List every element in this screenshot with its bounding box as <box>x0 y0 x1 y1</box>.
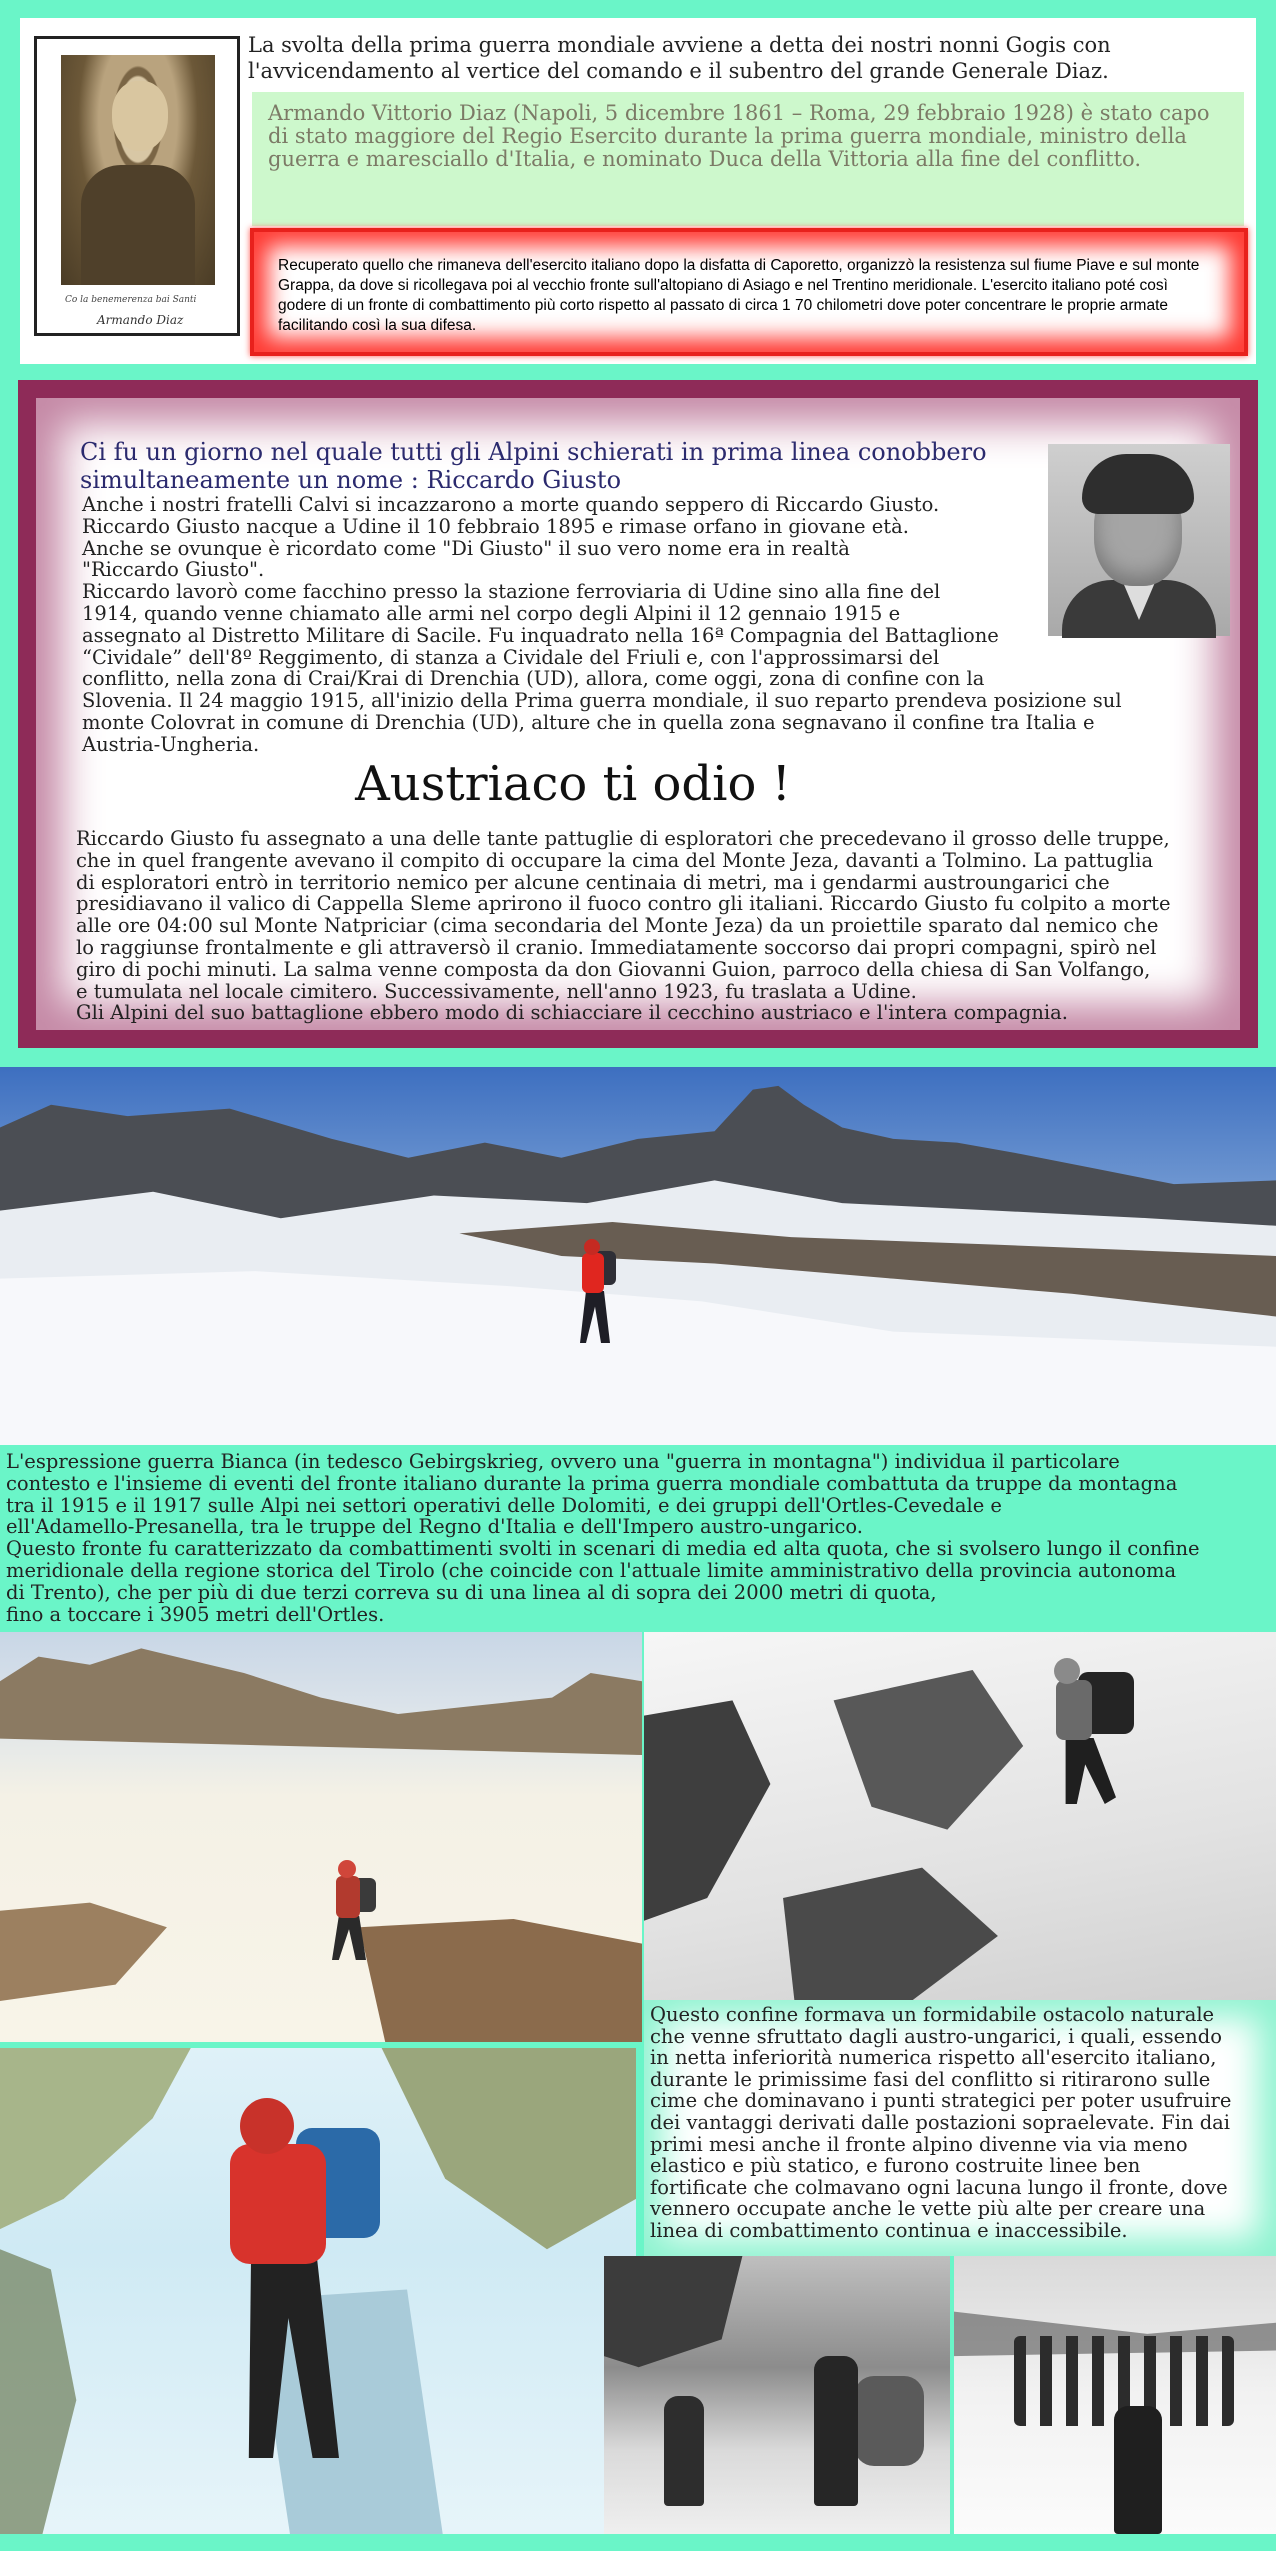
diaz-section <box>20 18 1256 364</box>
giusto-title: Austriaco ti odio ! <box>355 756 791 812</box>
bw-soldiers-column-photo <box>954 2256 1276 2534</box>
confine-line: dei vantaggi derivati dalle postazioni sopraelevate. Fin dai <box>650 2110 1231 2134</box>
giusto-story-line: Gli Alpini del suo battaglione ebbero modo di schiacciare il cecchino austriaco e l'intera compagnia. <box>76 1001 1068 1025</box>
bianca-line: tra il 1915 e il 1917 sulle Alpi nei settori operativi delle Dolomiti, e dei gruppi dell'Ortles-Cevedale e <box>6 1493 1002 1517</box>
giusto-story-line: Riccardo Giusto fu assegnato a una delle tante pattuglie di esploratori che precedevano il grosso delle truppe, <box>76 827 1170 850</box>
confine-line: che venne sfruttato dagli austro-ungarici, i quali, essendo <box>650 2024 1222 2048</box>
giusto-bio-line: Austria-Ungheria. <box>82 732 260 756</box>
giusto-bio-line: Anche se ovunque è ricordato come "Di Giusto" il suo vero nome era in realtà <box>82 536 850 560</box>
bianca-line: contesto e l'insieme di eventi del fronte italiano durante la prima guerra mondiale combattuta da truppe da montagna <box>6 1471 1178 1495</box>
bianca-line: fino a toccare i 3905 metri dell'Ortles. <box>6 1602 385 1626</box>
soldier-figure <box>814 2356 858 2506</box>
diaz-recupero-box <box>250 228 1248 356</box>
giusto-story-line: alle ore 04:00 sul Monte Natpriciar (cima secondaria del Monte Jeza) da un proiettile sparato dal nemico che <box>76 914 1159 938</box>
diaz-intro-text: La svolta della prima guerra mondiale avviene a detta dei nostri nonni Gogis con l'avvicendamento al vertice del comando e il subentro del grande Generale Diaz. <box>248 33 1111 83</box>
bianca-line: meridionale della regione storica del Tirolo (che coincide con l'attuale limite amministrativo della provincia autonoma <box>6 1558 1177 1582</box>
confine-line: vennero occupate anche le vette più alte per creare una <box>650 2197 1206 2221</box>
giusto-story-line: e tumulata nel locale cimitero. Successivamente, nell'anno 1923, fu traslata a Udine. <box>76 979 917 1003</box>
giusto-heading-line-1: Ci fu un giorno nel quale tutti gli Alpini schierati in prima linea conobbero <box>80 438 987 466</box>
diaz-recupero-text: Recuperato quello che rimaneva dell'esercito italiano dopo la disfatta di Caporetto, organizzò la resistenza sul fiume Piave e sul monte Grappa, da dove si ricollegava poi al vecchio fronte sull'altopiano di Asiago e nel Trentino meridionale. L'esercito italiano poté così godere di un fronte di combattimento più corto rispetto al passato di circa 1 70 chilometri dove poter concentrare le proprie armate facilitando così la sua difesa. <box>278 257 1200 334</box>
confine-line: cime che dominavano i punti strategici per poter usufruire <box>650 2089 1232 2113</box>
giusto-panel <box>36 398 1240 1030</box>
confine-line: in netta inferiorità numerica rispetto all'esercito italiano, <box>650 2046 1217 2070</box>
diaz-photo <box>61 55 215 285</box>
giusto-story <box>76 828 1226 1024</box>
diaz-bio-box <box>252 92 1244 226</box>
giusto-bio-line: conflitto, nella zona di Crai/Krai di Drenchia (UD), allora, come oggi, zona di confine con la <box>82 667 985 691</box>
confine-line: fortificate che colmavano ogni lacuna lungo il fronte, dove <box>650 2175 1228 2199</box>
bianca-line: L'espressione guerra Bianca (in tedesco Gebirgskrieg, ovvero una "guerra in montagna") individua il particolare <box>6 1450 1120 1473</box>
climber-figure <box>1034 1658 1144 1808</box>
diaz-photo-caption: Co la benemerenza bai Santi <box>65 295 197 305</box>
giusto-story-line: di esploratori entrò in territorio nemico per alcune centinaia di metri, ma i gendarmi austroungarici che <box>76 870 1110 894</box>
giusto-bio-line: monte Colovrat in comune di Drenchia (UD), alture che in quella zona segnavano il confine tra Italia e <box>82 710 1095 734</box>
snow-trench-hiker-photo <box>0 2048 636 2551</box>
soldier-figure <box>1114 2406 1162 2534</box>
giusto-story-line: che in quel frangente avevano il compito di occupare la cima del Monte Jeza, davanti a Tolmino. La pattuglia <box>76 848 1154 872</box>
bianca-line: Questo fronte fu caratterizzato da combattimenti svolti in scenari di media ed alta quota, che si svolsero lungo il confine <box>6 1537 1200 1561</box>
confine-line: elastico e più statico, e furono costruite linee ben <box>650 2154 1141 2178</box>
giusto-heading <box>80 438 1060 494</box>
giusto-bio-line: “Cividale” dell'8º Reggimento, di stanza a Cividale del Friuli e, con l'approssimarsi del <box>82 645 940 669</box>
giusto-heading-line-2: simultaneamente un nome : Riccardo Giusto <box>80 466 622 494</box>
confine-line: primi mesi anche il fronte alpino divenne via via meno <box>650 2132 1188 2156</box>
diaz-tunic <box>81 165 195 285</box>
confine-text <box>650 2004 1276 2242</box>
bw-climber-photo <box>644 1632 1276 2012</box>
giusto-bio-line: "Riccardo Giusto". <box>82 558 265 582</box>
giusto-bio-line: Riccardo lavorò come facchino presso la stazione ferroviaria di Udine sino alla fine del <box>82 580 941 604</box>
giusto-bio <box>82 494 1232 756</box>
hiker-figure <box>572 1237 622 1347</box>
hiker-figure <box>200 2098 420 2458</box>
giusto-story-line: presidiavano il valico di Cappella Sleme aprirono il fuoco contro gli italiani. Riccardo Giusto fu colpito a morte <box>76 892 1171 916</box>
confine-line: Questo confine formava un formidabile ostacolo naturale <box>650 2003 1215 2026</box>
diaz-bio-text: Armando Vittorio Diaz (Napoli, 5 dicembre 1861 – Roma, 29 febbraio 1928) è stato capo di stato maggiore del Regio Esercito durante la prima guerra mondiale, ministro della guerra e maresciallo d'Italia, e nominato Duca della Vittoria alla fine del conflitto. <box>268 101 1210 171</box>
mule-figure <box>854 2376 924 2466</box>
hiker-figure <box>320 1858 380 1968</box>
bianca-line: di Trento), che per più di due terzi correva su di una linea al di sopra dei 2000 metri di quota, <box>6 1580 937 1604</box>
giusto-bio-line: Anche i nostri fratelli Calvi si incazzarono a morte quando seppero di Riccardo Giusto. <box>82 493 940 516</box>
diaz-face <box>112 81 168 151</box>
bianca-line: ell'Adamello-Presanella, tra le truppe del Regno d'Italia e dell'Impero austro-ungarico. <box>6 1515 864 1539</box>
confine-line: durante le primissime fasi del conflitto si ritirarono sulle <box>650 2067 1211 2091</box>
giusto-story-line: lo raggiunse frontalmente e gli attraversò il cranio. Immediatamente soccorso dai propri compagni, spirò nel <box>76 935 1157 959</box>
giusto-bio-line: Riccardo Giusto nacque a Udine il 10 febbraio 1895 e rimase orfano in giovane età. <box>82 514 909 538</box>
dolomites-hiker-photo <box>0 1632 642 2042</box>
bw-soldiers-photo <box>604 2256 950 2534</box>
soldier-figure <box>664 2396 704 2506</box>
giusto-bio-line: Slovenia. Il 24 maggio 1915, all'inizio della Prima guerra mondiale, il suo reparto prendeva posizione sul <box>82 689 1122 713</box>
giusto-story-line: giro di pochi minuti. La salma venne composta da don Giovanni Guion, parroco della chiesa di San Volfango, <box>76 957 1151 981</box>
bottom-strip <box>0 2534 1276 2551</box>
diaz-signature: Armando Diaz <box>97 313 184 327</box>
confine-line: linea di combattimento continua e inaccessibile. <box>650 2218 1128 2242</box>
diaz-portrait <box>34 36 240 336</box>
giusto-bio-line: assegnato al Distretto Militare di Sacile. Fu inquadrato nella 16ª Compagnia del Battaglione <box>82 623 999 647</box>
giusto-section <box>18 380 1258 1048</box>
guerra-bianca-text <box>6 1451 1272 1625</box>
mountain-panorama-photo <box>0 1067 1276 1445</box>
giusto-bio-line: 1914, quando venne chiamato alle armi nel corpo degli Alpini il 12 gennaio 1915 e <box>82 601 901 625</box>
